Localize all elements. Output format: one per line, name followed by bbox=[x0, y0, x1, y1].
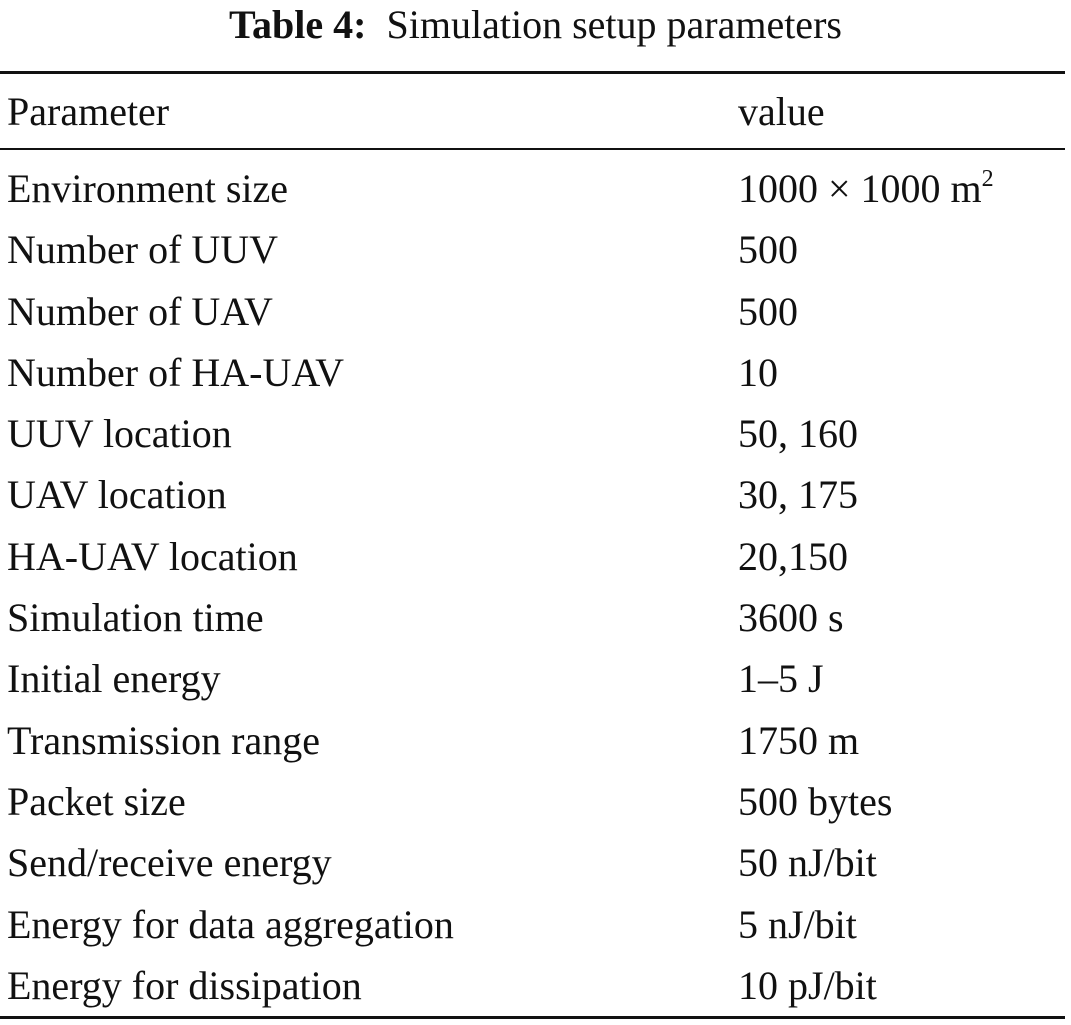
param-number-of-uav: Number of UAV bbox=[7, 288, 273, 334]
param-initial-energy: Initial energy bbox=[7, 656, 221, 702]
table-row bbox=[0, 219, 1065, 280]
value-number-of-ha-uav: 10 bbox=[738, 349, 778, 395]
table-row bbox=[0, 403, 1065, 464]
table-row bbox=[0, 281, 1065, 342]
param-send-receive-energy: Send/receive energy bbox=[7, 840, 332, 886]
param-energy-data-aggregation: Energy for data aggregation bbox=[7, 901, 454, 947]
table-caption-text: Simulation setup parameters bbox=[386, 2, 842, 47]
table-body bbox=[0, 158, 1065, 1016]
value-initial-energy: 1–5 J bbox=[738, 656, 824, 702]
table-top-rule bbox=[0, 71, 1065, 74]
value-number-of-uav: 500 bbox=[738, 288, 798, 334]
value-uav-location: 30, 175 bbox=[738, 472, 858, 518]
table-row bbox=[0, 832, 1065, 893]
table-header-rule bbox=[0, 148, 1065, 150]
table-row bbox=[0, 955, 1065, 1016]
param-simulation-time: Simulation time bbox=[7, 595, 264, 641]
table-row bbox=[0, 710, 1065, 771]
value-environment-size bbox=[738, 158, 994, 219]
table-row bbox=[0, 894, 1065, 955]
param-number-of-uuv: Number of UUV bbox=[7, 227, 279, 273]
value-packet-size: 500 bytes bbox=[738, 778, 893, 824]
value-send-receive-energy: 50 nJ/bit bbox=[738, 840, 877, 886]
table-row bbox=[0, 464, 1065, 525]
value-ha-uav-location: 20,150 bbox=[738, 533, 848, 579]
value-energy-data-aggregation: 5 nJ/bit bbox=[738, 901, 857, 947]
param-energy-dissipation: Energy for dissipation bbox=[7, 962, 362, 1008]
table-row bbox=[0, 342, 1065, 403]
value-simulation-time: 3600 s bbox=[738, 595, 844, 641]
value-environment-size-text: 1000 × 1000 m bbox=[738, 166, 982, 211]
value-environment-size-exponent: 2 bbox=[981, 166, 994, 192]
param-uav-location: UAV location bbox=[7, 472, 227, 518]
table-row bbox=[0, 587, 1065, 648]
param-number-of-ha-uav: Number of HA-UAV bbox=[7, 349, 344, 395]
value-energy-dissipation: 10 pJ/bit bbox=[738, 962, 877, 1008]
table-row bbox=[0, 648, 1065, 709]
value-transmission-range: 1750 m bbox=[738, 717, 860, 763]
table-row bbox=[0, 771, 1065, 832]
param-transmission-range: Transmission range bbox=[7, 717, 320, 763]
table-caption-label: Table 4: bbox=[229, 2, 367, 47]
table-caption bbox=[0, 0, 1071, 62]
param-packet-size: Packet size bbox=[7, 778, 186, 824]
table-bottom-rule bbox=[0, 1016, 1065, 1019]
param-environment-size: Environment size bbox=[7, 166, 289, 211]
table-row bbox=[0, 158, 1065, 219]
value-number-of-uuv: 500 bbox=[738, 227, 798, 273]
table-header-row bbox=[0, 82, 1065, 142]
header-parameter: Parameter bbox=[7, 89, 170, 134]
header-value: value bbox=[738, 89, 825, 134]
table-row bbox=[0, 526, 1065, 587]
param-ha-uav-location: HA-UAV location bbox=[7, 533, 298, 579]
param-uuv-location: UUV location bbox=[7, 411, 232, 457]
value-uuv-location: 50, 160 bbox=[738, 411, 858, 457]
